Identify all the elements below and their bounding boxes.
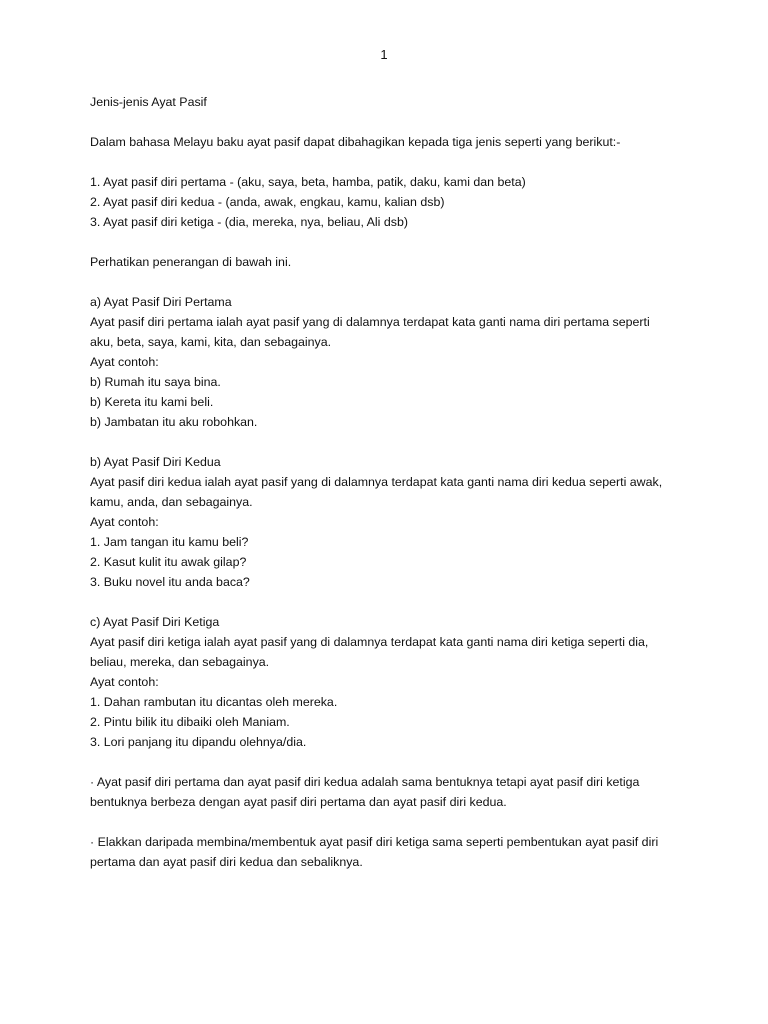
section-description-line: kamu, anda, dan sebagainya.	[90, 495, 253, 509]
section-heading: b) Ayat Pasif Diri Kedua	[90, 455, 221, 469]
example-item: 1. Jam tangan itu kamu beli?	[90, 535, 249, 549]
examples-label: Ayat contoh:	[90, 515, 159, 529]
examples-label: Ayat contoh:	[90, 355, 159, 369]
type-item-1: 1. Ayat pasif diri pertama - (aku, saya, beta, hamba, patik, daku, kami dan beta)	[90, 175, 526, 189]
section-description-line: Ayat pasif diri ketiga ialah ayat pasif yang di dalamnya terdapat kata ganti nama diri ketiga seperti dia,	[90, 635, 649, 649]
example-item: 2. Pintu bilik itu dibaiki oleh Maniam.	[90, 715, 290, 729]
note-line: · Elakkan daripada membina/membentuk ayat pasif diri ketiga sama seperti pembentukan ayat pasif diri	[90, 835, 659, 849]
example-item: b) Rumah itu saya bina.	[90, 375, 221, 389]
section-description-line: Ayat pasif diri kedua ialah ayat pasif yang di dalamnya terdapat kata ganti nama diri kedua seperti awak,	[90, 475, 663, 489]
page-number: 1	[380, 47, 388, 62]
note-2	[90, 832, 690, 872]
section-heading: a) Ayat Pasif Diri Pertama	[90, 295, 232, 309]
note-line: pertama dan ayat pasif diri kedua dan sebaliknya.	[90, 855, 363, 869]
document-body	[90, 92, 690, 872]
example-item: 2. Kasut kulit itu awak gilap?	[90, 555, 247, 569]
section-description-line: aku, beta, saya, kami, kita, dan sebagainya.	[90, 335, 332, 349]
note-line: · Ayat pasif diri pertama dan ayat pasif diri kedua adalah sama bentuknya tetapi ayat pasif diri ketiga	[90, 775, 640, 789]
section-first-person	[90, 292, 690, 432]
section-third-person	[90, 612, 690, 752]
example-item: b) Jambatan itu aku robohkan.	[90, 415, 258, 429]
note-1	[90, 772, 690, 812]
example-item: 3. Buku novel itu anda baca?	[90, 575, 250, 589]
example-item: 1. Dahan rambutan itu dicantas oleh mereka.	[90, 695, 338, 709]
types-list	[90, 172, 690, 232]
examples-label: Ayat contoh:	[90, 675, 159, 689]
document-title: Jenis-jenis Ayat Pasif	[90, 95, 207, 109]
type-item-3: 3. Ayat pasif diri ketiga - (dia, mereka, nya, beliau, Ali dsb)	[90, 215, 408, 229]
note-line: bentuknya berbeza dengan ayat pasif diri pertama dan ayat pasif diri kedua.	[90, 795, 507, 809]
section-heading: c) Ayat Pasif Diri Ketiga	[90, 615, 220, 629]
notice-text: Perhatikan penerangan di bawah ini.	[90, 255, 292, 269]
example-item: b) Kereta itu kami beli.	[90, 395, 214, 409]
example-item: 3. Lori panjang itu dipandu olehnya/dia.	[90, 735, 307, 749]
intro-paragraph: Dalam bahasa Melayu baku ayat pasif dapat dibahagikan kepada tiga jenis seperti yang berikut:-	[90, 135, 621, 149]
type-item-2: 2. Ayat pasif diri kedua - (anda, awak, engkau, kamu, kalian dsb)	[90, 195, 445, 209]
section-description-line: beliau, mereka, dan sebagainya.	[90, 655, 270, 669]
section-second-person	[90, 452, 690, 592]
section-description-line: Ayat pasif diri pertama ialah ayat pasif yang di dalamnya terdapat kata ganti nama diri pertama seperti	[90, 315, 650, 329]
